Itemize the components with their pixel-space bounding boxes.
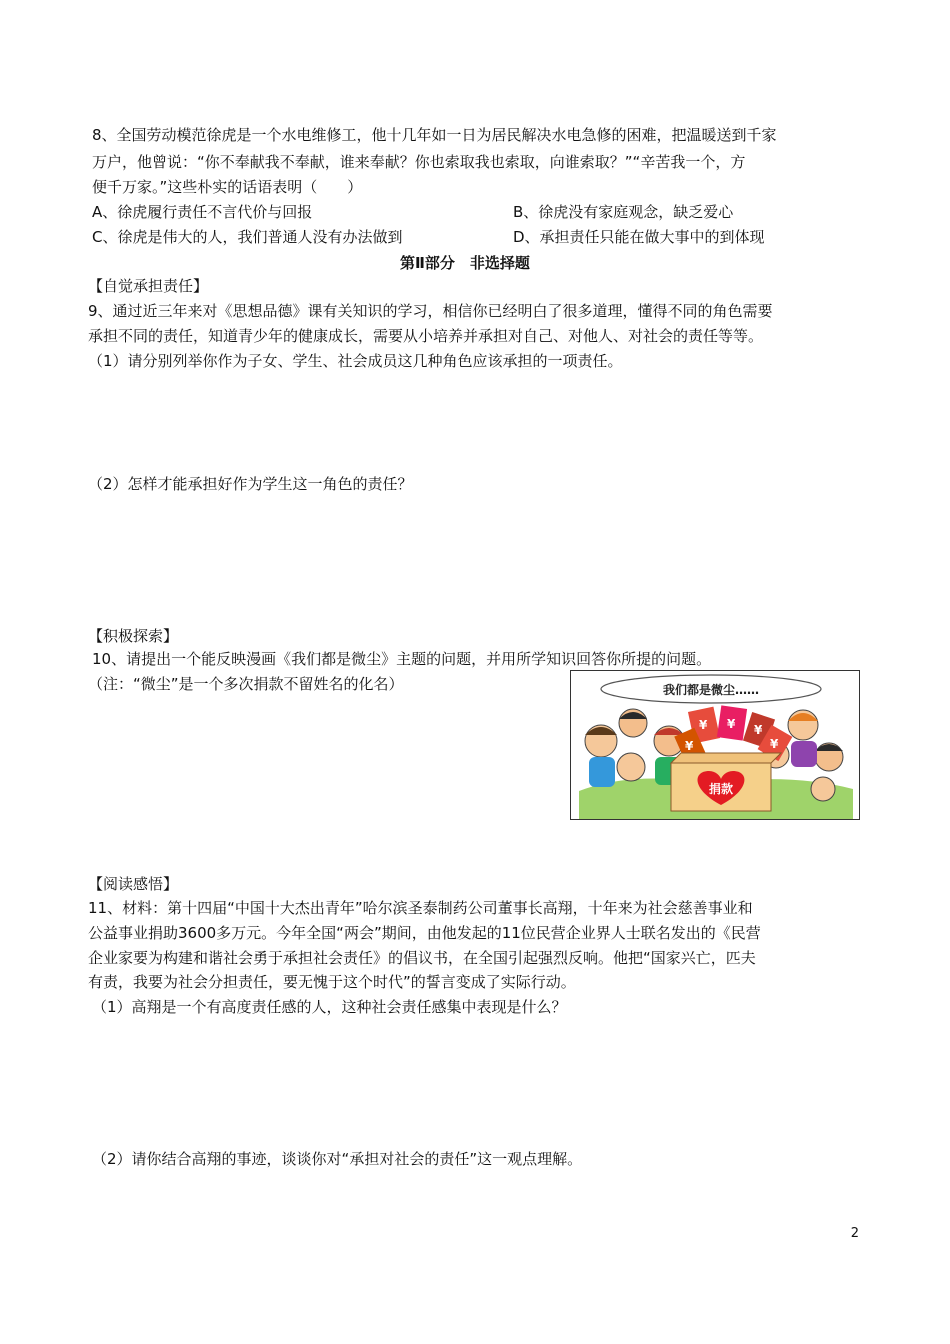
cartoon-weichen [570, 670, 860, 820]
cartoon-title: 我们都是微尘…… [662, 683, 760, 697]
part2-title: 第Ⅱ部分 非选择题 [400, 254, 530, 272]
cartoon-body-5 [791, 741, 817, 767]
section-header-explore: 【积极探索】 [88, 627, 179, 645]
q8-line-3: 便千万家。”这些朴实的话语表明（ ） [92, 178, 363, 196]
cartoon-hair-1 [585, 727, 617, 735]
q9-line-2: 承担不同的责任，知道青少年的健康成长，需要从小培养并承担对自己、对他人、对社会的责任等等。 [88, 327, 764, 345]
q8-line-2: 万户，他曾说：“你不奉献我不奉献，谁来奉献？你也索取我也索取，向谁索取？”“辛苦我一个，方 [92, 153, 746, 171]
q10-line-1: 10、请提出一个能反映漫画《我们都是微尘》主题的问题，并用所学知识回答你所提的问题。 [92, 650, 712, 668]
money-symbol-4: ¥ [685, 739, 694, 753]
page-number: 2 [850, 1226, 859, 1241]
section-header-responsibility: 【自觉承担责任】 [88, 277, 209, 295]
q8-option-d: D、承担责任只能在做大事中的到体现 [513, 228, 765, 246]
cartoon-face-8 [811, 777, 835, 801]
q11-line-3: 企业家要为构建和谐社会勇于承担社会责任》的倡议书，在全国引起强烈反响。他把“国家兴亡，匹夫 [88, 949, 756, 967]
cartoon-hair-4 [654, 728, 684, 735]
cartoon-illustration [571, 671, 859, 819]
q9-line-1: 9、通过近三年来对《思想品德》课有关知识的学习，相信你已经明白了很多道理，懂得不同的角色需要 [88, 302, 773, 320]
money-symbol-1: ¥ [699, 718, 708, 732]
q11-line-1: 11、材料：第十四届“中国十大杰出青年”哈尔滨圣泰制药公司董事长高翔，十年来为社会慈善事业和 [88, 899, 753, 917]
donation-box-top [671, 753, 781, 763]
q9-subquestion-1: （1）请分别列举你作为子女、学生、社会成员这几种角色应该承担的一项责任。 [88, 352, 623, 370]
q8-option-c: C、徐虎是伟大的人，我们普通人没有办法做到 [92, 228, 403, 246]
q11-line-2: 公益事业捐助3600多万元。今年全国“两会”期间，由他发起的11位民营企业界人士联名发出的《民营 [88, 924, 761, 942]
q11-subquestion-1: （1）高翔是一个有高度责任感的人，这种社会责任感集中表现是什么？ [92, 998, 567, 1016]
money-symbol-3: ¥ [754, 723, 763, 737]
q10-note: （注：“微尘”是一个多次捐款不留姓名的化名） [88, 675, 404, 693]
cartoon-hair-6 [815, 744, 843, 751]
q8-option-a: A、徐虎履行责任不言代价与回报 [92, 203, 313, 221]
q9-subquestion-2: （2）怎样才能承担好作为学生这一角色的责任？ [88, 475, 413, 493]
q8-line-1: 8、全国劳动模范徐虎是一个水电维修工，他十几年如一日为居民解决水电急修的困难，把温暖送到千家 [92, 126, 777, 144]
section-header-reading: 【阅读感悟】 [88, 875, 179, 893]
cartoon-body-1 [589, 757, 615, 787]
money-symbol-5: ¥ [770, 737, 779, 751]
cartoon-face-3 [617, 753, 645, 781]
money-symbol-2: ¥ [727, 717, 736, 731]
q8-option-b: B、徐虎没有家庭观念，缺乏爱心 [513, 203, 734, 221]
q11-line-4: 有责，我要为社会分担责任，要无愧于这个时代”的誓言变成了实际行动。 [88, 973, 576, 991]
q11-subquestion-2: （2）请你结合高翔的事迹，谈谈你对“承担对社会的责任”这一观点理解。 [92, 1150, 583, 1168]
donation-box-label: 捐款 [708, 782, 734, 796]
